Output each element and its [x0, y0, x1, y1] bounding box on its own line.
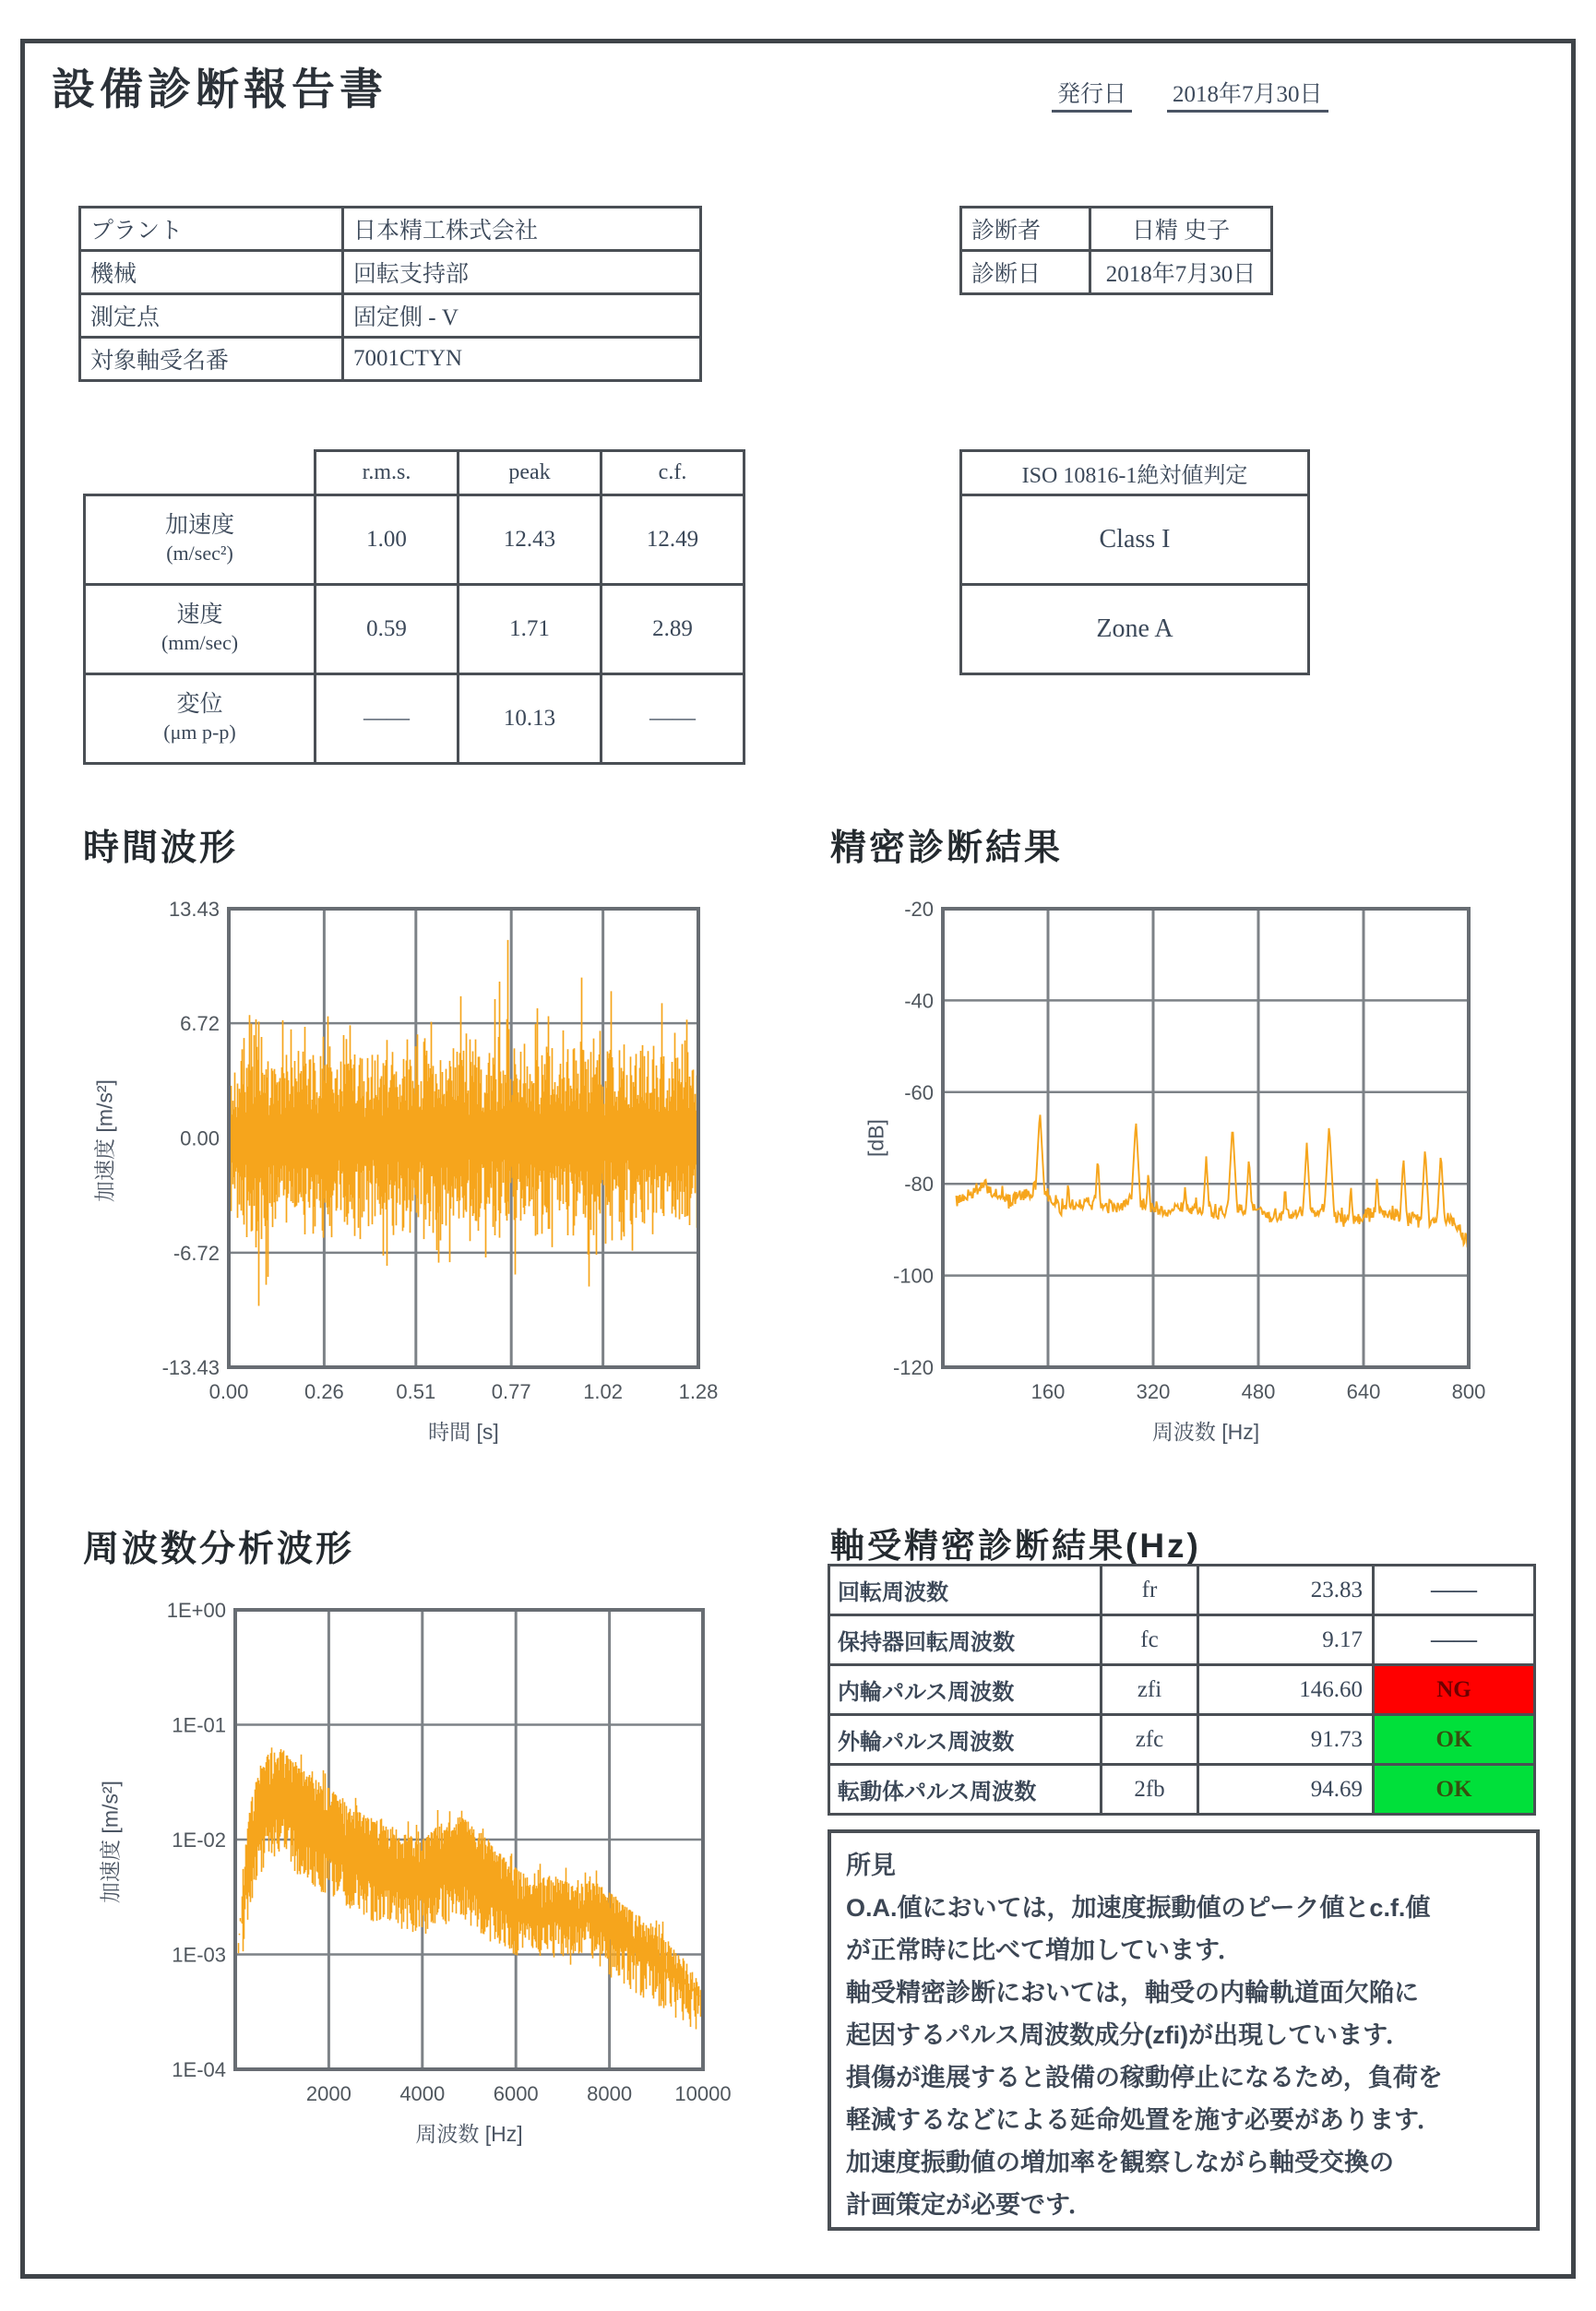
- y-axis-label: [dB]: [864, 1118, 888, 1157]
- bearing-result-title: 軸受精密診断結果(Hz): [830, 1527, 1201, 1565]
- velocity-rms: 0.59: [316, 585, 459, 674]
- measure-point-value: 固定側 - V: [343, 294, 701, 338]
- document-title: 設備診断報告書: [52, 65, 387, 113]
- svg-text:480: 480: [1241, 1380, 1276, 1403]
- svg-text:800: 800: [1451, 1380, 1486, 1403]
- remarks-line: が正常時に比べて増加しています．: [846, 1936, 1243, 1964]
- diagnosis-date-label: 診断日: [961, 251, 1090, 294]
- status-badge-ng: NG: [1374, 1665, 1535, 1715]
- diagnostician-table: [959, 206, 1273, 295]
- svg-text:0.26: 0.26: [304, 1380, 344, 1403]
- remarks-line: 計画策定が必要です．: [846, 2191, 1093, 2219]
- svg-text:160: 160: [1030, 1380, 1066, 1403]
- displacement-rms: ――: [316, 674, 459, 764]
- displacement-row-label: 変位 (μm p-p): [85, 674, 316, 764]
- plant-value: 日本精工株式会社: [343, 208, 701, 251]
- status-badge-ok: OK: [1374, 1715, 1535, 1765]
- svg-text:1E-01: 1E-01: [172, 1713, 226, 1737]
- svg-text:1.28: 1.28: [678, 1380, 719, 1403]
- remarks-title: 所見: [846, 1852, 896, 1879]
- svg-text:-6.72: -6.72: [173, 1241, 220, 1265]
- table-row: 回転周波数 fr 23.83 ――: [829, 1566, 1535, 1615]
- iso-class-value: Class I: [961, 495, 1309, 585]
- precision-result-title: 精密診断結果: [830, 828, 1064, 868]
- x-axis-label: 周波数 [Hz]: [415, 2122, 523, 2146]
- status-badge: ――: [1374, 1566, 1535, 1615]
- remarks-line: 軸受精密診断においては，軸受の内輪軌道面欠陥に: [846, 1979, 1419, 2007]
- plant-label: プラント: [80, 208, 343, 251]
- remarks-text: [846, 1887, 1521, 2226]
- displacement-cf: ――: [601, 674, 744, 764]
- bearing-name-label: 対象軸受名番: [80, 338, 343, 381]
- status-badge-ok: OK: [1374, 1765, 1535, 1815]
- remarks-line: 損傷が進展すると設備の稼動停止になるため，負荷を: [846, 2064, 1443, 2091]
- bearing-diagnosis-table: [828, 1564, 1536, 1816]
- diagnosis-date-value: 2018年7月30日: [1090, 251, 1272, 294]
- table-row: 転動体パルス周波数 2fb 94.69 OK: [829, 1765, 1535, 1815]
- col-header-rms: r.m.s.: [316, 451, 459, 495]
- plant-info-table: [78, 206, 702, 382]
- remarks-line: 軽減するなどによる延命処置を施す必要があります．: [846, 2106, 1442, 2134]
- y-axis-label: 加速度 [m/s²]: [92, 1078, 117, 1202]
- y-axis-label: 加速度 [m/s²]: [98, 1781, 123, 1903]
- diagnostician-value: 日精 史子: [1090, 208, 1272, 251]
- status-badge: ――: [1374, 1615, 1535, 1665]
- remarks-line: 起因するパルス周波数成分(zfi)が出現しています．: [846, 2021, 1411, 2049]
- svg-text:-120: -120: [892, 1356, 934, 1379]
- svg-text:1E-02: 1E-02: [172, 1829, 226, 1852]
- svg-text:-20: -20: [904, 898, 934, 921]
- svg-text:10000: 10000: [674, 2082, 732, 2105]
- time-waveform-chart: [83, 881, 747, 1471]
- svg-text:0.77: 0.77: [491, 1380, 531, 1403]
- accel-cf: 12.49: [601, 495, 744, 585]
- svg-text:6000: 6000: [493, 2082, 539, 2105]
- iso-header: ISO 10816-1絶対値判定: [961, 451, 1309, 495]
- precision-spectrum-chart: [830, 881, 1531, 1471]
- svg-text:8000: 8000: [587, 2082, 633, 2105]
- displacement-peak: 10.13: [459, 674, 601, 764]
- diagnostician-label: 診断者: [961, 208, 1090, 251]
- svg-text:13.43: 13.43: [168, 898, 220, 921]
- svg-text:-100: -100: [892, 1264, 934, 1288]
- col-header-cf: c.f.: [601, 451, 744, 495]
- svg-text:0.00: 0.00: [208, 1380, 249, 1403]
- table-row: 内輪パルス周波数 zfi 146.60 NG: [829, 1665, 1535, 1715]
- issue-date-label: 発行日: [1052, 82, 1132, 113]
- accel-peak: 12.43: [459, 495, 601, 585]
- velocity-row-label: 速度 (mm/sec): [85, 585, 316, 674]
- remarks-box: [828, 1829, 1540, 2231]
- iso-judgment-table: [959, 449, 1310, 675]
- svg-text:-60: -60: [904, 1080, 934, 1104]
- svg-text:1E-03: 1E-03: [172, 1943, 226, 1967]
- velocity-cf: 2.89: [601, 585, 744, 674]
- x-axis-label: 時間 [s]: [428, 1420, 499, 1444]
- remarks-line: O.A.値においては，加速度振動値のピーク値とc.f.値: [846, 1894, 1431, 1922]
- machine-label: 機械: [80, 251, 343, 294]
- svg-text:320: 320: [1136, 1380, 1171, 1403]
- svg-text:2000: 2000: [305, 2082, 351, 2105]
- table-row: 保持器回転周波数 fc 9.17 ――: [829, 1615, 1535, 1665]
- velocity-peak: 1.71: [459, 585, 601, 674]
- time-waveform-title: 時間波形: [83, 828, 239, 868]
- svg-text:6.72: 6.72: [180, 1012, 220, 1036]
- iso-zone-value: Zone A: [961, 585, 1309, 674]
- issue-date-value: 2018年7月30日: [1167, 82, 1328, 113]
- svg-text:0.00: 0.00: [180, 1126, 220, 1150]
- frequency-spectrum-chart: [83, 1582, 747, 2182]
- svg-text:-40: -40: [904, 989, 934, 1013]
- frequency-analysis-title: 周波数分析波形: [83, 1530, 355, 1569]
- x-axis-label: 周波数 [Hz]: [1151, 1420, 1260, 1444]
- measure-point-label: 測定点: [80, 294, 343, 338]
- svg-text:-13.43: -13.43: [161, 1356, 220, 1379]
- table-row: 外輪パルス周波数 zfc 91.73 OK: [829, 1715, 1535, 1765]
- accel-rms: 1.00: [316, 495, 459, 585]
- bearing-name-value: 7001CTYN: [343, 338, 701, 381]
- svg-text:1E-04: 1E-04: [172, 2058, 226, 2081]
- machine-value: 回転支持部: [343, 251, 701, 294]
- col-header-peak: peak: [459, 451, 601, 495]
- svg-text:-80: -80: [904, 1173, 934, 1197]
- accel-row-label: 加速度 (m/sec²): [85, 495, 316, 585]
- issue-date-row: [1052, 76, 1328, 109]
- measurement-table: [83, 449, 745, 765]
- svg-text:640: 640: [1346, 1380, 1381, 1403]
- svg-text:4000: 4000: [399, 2082, 446, 2105]
- measurement-corner-cell: [85, 451, 316, 495]
- svg-text:1E+00: 1E+00: [166, 1599, 226, 1622]
- svg-text:1.02: 1.02: [583, 1380, 624, 1403]
- svg-text:0.51: 0.51: [396, 1380, 436, 1403]
- remarks-line: 加速度振動値の増加率を観察しながら軸受交換の: [846, 2149, 1394, 2176]
